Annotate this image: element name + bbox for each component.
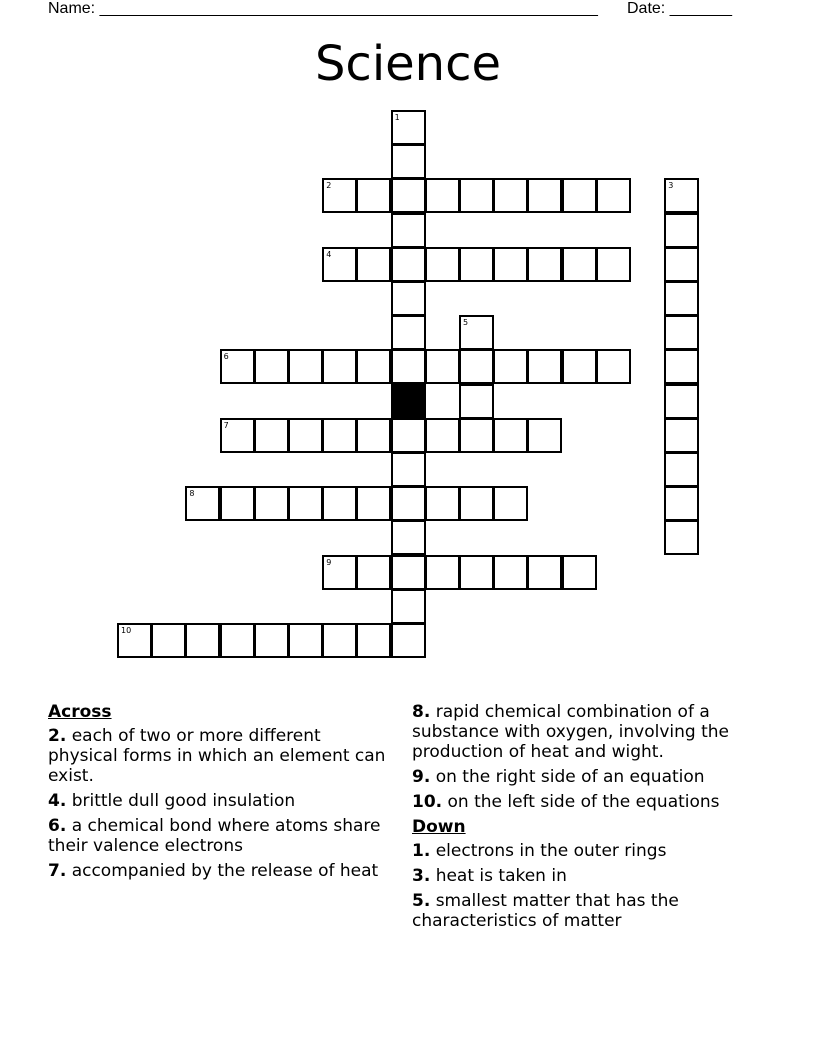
clue-text: brittle dull good insulation (66, 791, 296, 811)
clue-label: 8. (412, 702, 431, 722)
grid-cell[interactable] (356, 178, 391, 213)
clue-label: 4. (48, 791, 67, 811)
grid-cell[interactable] (151, 623, 186, 658)
down-clue-1 (412, 841, 782, 861)
grid-cell[interactable] (322, 349, 357, 384)
clue-number-6: 6 (223, 352, 229, 362)
grid-cell[interactable] (391, 452, 426, 487)
grid-cell[interactable] (493, 486, 528, 521)
grid-cell[interactable] (562, 349, 597, 384)
clue-text: electrons in the outer rings (430, 841, 667, 861)
grid-cell[interactable] (254, 486, 289, 521)
grid-cell[interactable] (562, 555, 597, 590)
grid-cell[interactable] (425, 349, 460, 384)
grid-cell[interactable] (391, 281, 426, 316)
grid-cell[interactable] (220, 623, 255, 658)
grid-cell[interactable] (254, 349, 289, 384)
grid-cell[interactable] (391, 349, 426, 384)
clue-label: 10. (412, 792, 443, 812)
grid-cell[interactable] (596, 178, 631, 213)
grid-cell[interactable] (664, 384, 699, 419)
across-clue-list (48, 726, 393, 881)
grid-cell-black (391, 384, 426, 419)
grid-cell[interactable] (425, 247, 460, 282)
across-clue-list-continued (412, 702, 782, 812)
grid-cell[interactable] (322, 623, 357, 658)
grid-cell[interactable] (459, 349, 494, 384)
clue-text: accompanied by the release of heat (66, 861, 379, 881)
grid-cell[interactable] (391, 213, 426, 248)
grid-cell[interactable] (220, 418, 255, 453)
clue-number-5: 5 (463, 318, 469, 328)
grid-cell[interactable] (493, 349, 528, 384)
across-clue-8 (412, 702, 782, 762)
grid-cell[interactable] (391, 555, 426, 590)
clue-number-8: 8 (189, 489, 195, 499)
clue-text: a chemical bond where atoms share their valence electrons (48, 816, 381, 856)
grid-cell[interactable] (459, 486, 494, 521)
grid-cell[interactable] (356, 418, 391, 453)
grid-cell[interactable] (425, 178, 460, 213)
clue-number-10: 10 (121, 626, 132, 635)
clue-number-7: 7 (223, 420, 229, 430)
grid-cell[interactable] (391, 520, 426, 555)
grid-cell[interactable] (391, 418, 426, 453)
clue-number-2: 2 (326, 181, 332, 191)
across-clue-4 (48, 791, 393, 811)
grid-cell[interactable] (459, 315, 494, 350)
grid-cell[interactable] (664, 247, 699, 282)
grid-cell[interactable] (527, 555, 562, 590)
grid-cell[interactable] (493, 247, 528, 282)
date-field: Date: _______ (627, 0, 732, 17)
grid-cell[interactable] (596, 349, 631, 384)
clue-text: on the left side of the equations (442, 792, 720, 812)
grid-cell[interactable] (425, 486, 460, 521)
clue-number-9: 9 (326, 557, 332, 567)
grid-cell[interactable] (391, 315, 426, 350)
grid-cell[interactable] (527, 349, 562, 384)
grid-cell[interactable] (493, 555, 528, 590)
across-clue-10 (412, 792, 782, 812)
grid-cell[interactable] (356, 486, 391, 521)
grid-cell[interactable] (322, 555, 357, 590)
grid-cell[interactable] (562, 178, 597, 213)
clue-number-1: 1 (394, 113, 400, 122)
clue-text: heat is taken in (430, 866, 567, 886)
grid-cell[interactable] (664, 486, 699, 521)
grid-cell[interactable] (185, 623, 220, 658)
clues-right-column (412, 702, 782, 936)
clue-text: rapid chemical combination of a substance with oxygen, involving the production of heat and wight. (412, 702, 729, 762)
clue-label: 3. (412, 866, 431, 886)
grid-cell[interactable] (322, 247, 357, 282)
grid-cell[interactable] (356, 555, 391, 590)
across-clue-9 (412, 767, 782, 787)
grid-cell[interactable] (493, 178, 528, 213)
grid-cell[interactable] (356, 349, 391, 384)
clue-text: smallest matter that has the characteristics of matter (412, 891, 679, 931)
grid-cell[interactable] (254, 623, 289, 658)
page-title: Science (314, 36, 502, 92)
down-clue-5 (412, 891, 782, 931)
clue-text: each of two or more different physical forms in which an element can exist. (48, 726, 386, 786)
grid-cell[interactable] (664, 452, 699, 487)
grid-cell[interactable] (425, 418, 460, 453)
clue-label: 7. (48, 861, 67, 881)
clue-number-4: 4 (326, 249, 332, 259)
grid-cell[interactable] (391, 247, 426, 282)
name-field: Name: ________________________________________________________ (48, 0, 598, 17)
grid-cell[interactable] (391, 589, 426, 624)
grid-cell[interactable] (220, 349, 255, 384)
clue-number-3: 3 (668, 181, 674, 191)
grid-cell[interactable] (459, 178, 494, 213)
grid-cell[interactable] (356, 247, 391, 282)
grid-cell[interactable] (664, 418, 699, 453)
clue-label: 1. (412, 841, 431, 861)
across-clue-7 (48, 861, 393, 881)
clue-label: 9. (412, 767, 431, 787)
grid-cell[interactable] (288, 623, 323, 658)
clue-text: on the right side of an equation (430, 767, 705, 787)
grid-cell[interactable] (562, 247, 597, 282)
grid-cell[interactable] (322, 486, 357, 521)
grid-cell[interactable] (322, 418, 357, 453)
clue-label: 6. (48, 816, 67, 836)
grid-cell[interactable] (459, 418, 494, 453)
grid-cell[interactable] (527, 247, 562, 282)
grid-cell[interactable] (117, 623, 152, 658)
grid-cell[interactable] (391, 178, 426, 213)
clue-label: 5. (412, 891, 431, 911)
grid-cell[interactable] (254, 418, 289, 453)
grid-cell[interactable] (664, 281, 699, 316)
down-clue-3 (412, 866, 782, 886)
down-heading: Down (412, 817, 466, 837)
grid-cell[interactable] (664, 520, 699, 555)
grid-cell[interactable] (664, 213, 699, 248)
grid-cell[interactable] (596, 247, 631, 282)
grid-cell[interactable] (459, 384, 494, 419)
grid-cell[interactable] (288, 418, 323, 453)
grid-cell[interactable] (220, 486, 255, 521)
grid-cell[interactable] (425, 555, 460, 590)
grid-cell[interactable] (493, 418, 528, 453)
grid-cell[interactable] (459, 247, 494, 282)
clues-left-column (48, 702, 393, 886)
grid-cell[interactable] (664, 349, 699, 384)
clue-label: 2. (48, 726, 67, 746)
grid-cell[interactable] (527, 178, 562, 213)
grid-cell[interactable] (288, 349, 323, 384)
grid-cell[interactable] (664, 178, 699, 213)
across-heading: Across (48, 702, 112, 722)
grid-cell[interactable] (288, 486, 323, 521)
grid-cell[interactable] (322, 178, 357, 213)
across-clue-2 (48, 726, 393, 786)
across-clue-6 (48, 816, 393, 856)
grid-cell[interactable] (664, 315, 699, 350)
grid-cell[interactable] (459, 555, 494, 590)
grid-cell[interactable] (391, 110, 426, 145)
grid-cell[interactable] (527, 418, 562, 453)
grid-cell[interactable] (391, 144, 426, 179)
grid-cell[interactable] (391, 486, 426, 521)
grid-cell[interactable] (356, 623, 391, 658)
down-clue-list (412, 841, 782, 931)
grid-cell[interactable] (185, 486, 220, 521)
grid-cell[interactable] (391, 623, 426, 658)
